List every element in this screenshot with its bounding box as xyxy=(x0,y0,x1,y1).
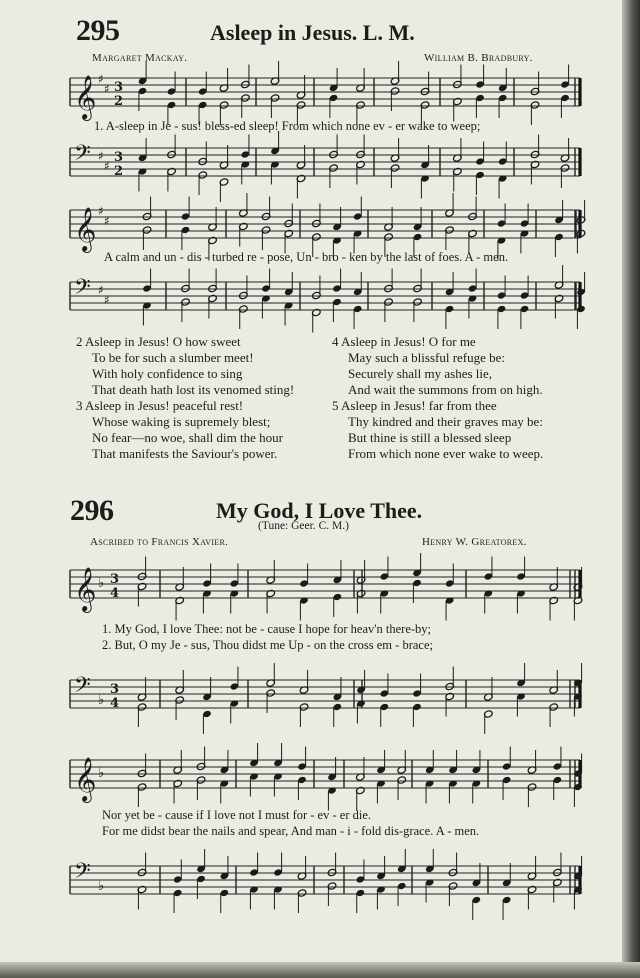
hymn-296-tune: (Tune: Geer. C. M.) xyxy=(258,520,349,532)
verse-line: May such a blissful refuge be: xyxy=(348,350,506,365)
verse-line: From which none ever wake to weep. xyxy=(348,446,544,461)
hymn-295-verse-3 xyxy=(76,398,283,462)
book-spine xyxy=(622,0,640,978)
hymn-296-staff-1-bass xyxy=(68,672,584,726)
hymn-295-title: Asleep in Jesus. L. M. xyxy=(210,20,415,45)
hymn-295-staff-1-bass xyxy=(68,140,584,194)
verse-line: But thine is still a blessed sleep xyxy=(348,430,512,445)
verse-line: 3 Asleep in Jesus! peaceful rest! xyxy=(76,398,244,413)
hymn-295-number: 295 xyxy=(76,14,120,47)
hymn-296-lyric-line-1a: 1. My God, I love Thee: not be - cause I hope for heav'n there-by; xyxy=(102,622,431,636)
sharp-icon: ♯ xyxy=(104,82,110,96)
page-bottom-edge xyxy=(0,962,640,978)
verse-line: That death hath lost its venomed sting! xyxy=(92,382,295,397)
flat-icon: ♭ xyxy=(98,576,105,591)
hymn-296-staff-2-bass xyxy=(68,858,584,912)
sharp-icon: ♯ xyxy=(98,204,104,218)
time-signature: 2 xyxy=(114,94,124,109)
hymn-296-author: Ascribed to Francis Xavier. xyxy=(90,536,229,548)
verse-line: And wait the summons from on high. xyxy=(348,382,543,397)
flat-icon: ♭ xyxy=(98,693,105,708)
bass-clef-icon: 𝄢 xyxy=(74,141,91,171)
verse-line: Thy kindred and their graves may be: xyxy=(348,414,543,429)
hymn-295-composer: William B. Bradbury. xyxy=(424,52,533,64)
verse-line: 4 Asleep in Jesus! O for me xyxy=(332,334,476,349)
time-signature: 3 xyxy=(114,80,124,95)
verse-line: Whose waking is supremely blest; xyxy=(92,414,271,429)
sharp-icon: ♯ xyxy=(104,214,110,228)
hymn-295-verse-4 xyxy=(332,334,543,398)
hymn-296-lyric-line-1b: 2. But, O my Je - sus, Thou didst me Up - on the cross em - brace; xyxy=(102,638,433,652)
hymn-295-staff-1-treble xyxy=(68,70,584,119)
hymn-296-number: 296 xyxy=(70,494,114,527)
hymn-296-lyric-line-2a: Nor yet be - cause if I love not I must for - ev - er die. xyxy=(102,808,372,822)
hymn-295-staff-2-treble xyxy=(68,202,584,251)
hymn-296-staff-2-treble xyxy=(68,752,584,802)
flat-icon: ♭ xyxy=(98,879,105,894)
time-signature: 3 xyxy=(110,682,120,697)
time-signature: 4 xyxy=(110,586,120,601)
hymn-296-composer: Henry W. Greatorex. xyxy=(422,536,527,548)
time-signature: 3 xyxy=(110,572,120,587)
flat-icon: ♭ xyxy=(98,766,105,781)
sharp-icon: ♯ xyxy=(104,293,110,307)
sharp-icon: ♯ xyxy=(98,72,104,86)
hymn-295-lyric-line-2: A calm and un - dis - turbed re - pose, Un - bro - ken by the last of foes. A - men. xyxy=(104,250,509,264)
hymn-295-verse-2 xyxy=(76,334,294,398)
time-signature: 4 xyxy=(110,696,120,711)
sharp-icon: ♯ xyxy=(98,283,104,297)
treble-clef-icon: 𝄞 xyxy=(74,75,97,119)
bass-clef-icon: 𝄢 xyxy=(74,859,91,889)
sharp-icon: ♯ xyxy=(98,149,104,163)
sharp-icon: ♯ xyxy=(104,159,110,173)
verse-line: No fear—no woe, shall dim the hour xyxy=(92,430,283,445)
verse-line: To be for such a slumber meet! xyxy=(92,350,254,365)
verse-line: That manifests the Saviour's power. xyxy=(92,446,278,461)
hymn-295-staff-2-bass xyxy=(68,274,584,328)
hymn-295-verse-5 xyxy=(332,398,543,462)
bass-clef-icon: 𝄢 xyxy=(74,275,91,305)
bass-clef-icon: 𝄢 xyxy=(74,673,91,703)
hymn-295-lyric-line-1: 1. A-sleep in Je - sus! bless-ed sleep! From which none ev - er wake to weep; xyxy=(94,119,481,133)
verse-line: 2 Asleep in Jesus! O how sweet xyxy=(76,334,241,349)
treble-clef-icon: 𝄞 xyxy=(74,207,97,251)
verse-line: With holy confidence to sing xyxy=(92,366,243,381)
treble-clef-icon: 𝄞 xyxy=(74,757,97,801)
hymn-296-title: My God, I Love Thee. xyxy=(216,498,423,523)
hymn-296-lyric-line-2b: For me didst bear the nails and spear, And man - i - fold dis-grace. A - men. xyxy=(102,824,480,838)
treble-clef-icon: 𝄞 xyxy=(74,567,97,611)
verse-line: Securely shall my ashes lie, xyxy=(348,366,493,381)
hymn-295-author: Margaret Mackay. xyxy=(92,52,188,64)
time-signature: 3 xyxy=(114,150,124,165)
verse-line: 5 Asleep in Jesus! far from thee xyxy=(332,398,497,413)
time-signature: 2 xyxy=(114,164,124,179)
hymn-296-staff-1-treble xyxy=(68,562,584,612)
